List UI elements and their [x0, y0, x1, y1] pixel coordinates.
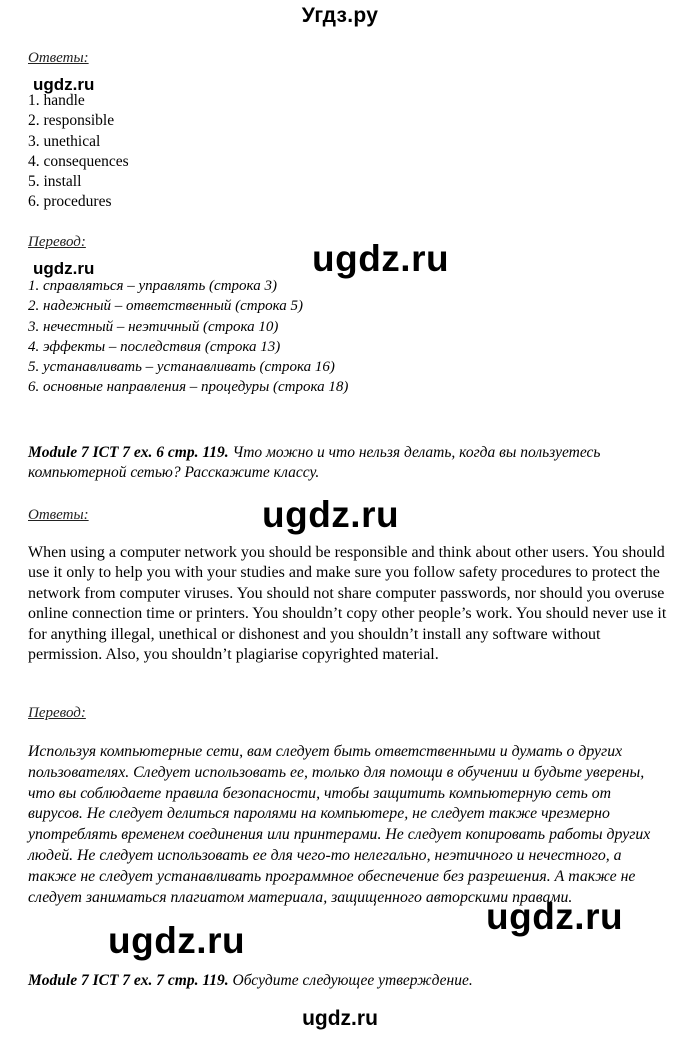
- translations-list-1: [28, 276, 348, 398]
- answers-label-1: Ответы:: [28, 50, 89, 66]
- site-header-title[interactable]: Угдз.ру: [301, 4, 379, 27]
- list-item: 6. procedures: [28, 193, 112, 211]
- watermark-small-1: ugdz.ru: [33, 75, 95, 94]
- list-item: 1. handle: [28, 92, 85, 109]
- exercise-heading-7-text: Обсудите следующее утверждение.: [228, 972, 473, 989]
- list-item: 5. install: [28, 173, 82, 191]
- list-item: 3. нечестный – неэтичный (строка 10): [28, 318, 279, 335]
- watermark-big-2: ugdz.ru: [262, 494, 400, 535]
- exercise-heading-7: [28, 971, 668, 991]
- list-item: 6. основные направления – процедуры (строка 18): [28, 379, 349, 396]
- list-item: 2. responsible: [28, 112, 115, 130]
- site-footer-link[interactable]: ugdz.ru: [302, 1007, 378, 1030]
- exercise-heading-6-bold: Module 7 ICT 7 ex. 6 стр. 119.: [28, 444, 229, 461]
- list-item: 4. consequences: [28, 152, 129, 170]
- list-item: 4. эффекты – последствия (строка 13): [28, 338, 281, 355]
- list-item: 5. устанавливать – устанавливать (строка 16): [28, 359, 335, 376]
- answers-label-2: Ответы:: [28, 507, 89, 523]
- list-item: 2. надежный – ответственный (строка 5): [28, 298, 304, 315]
- watermark-big-1: ugdz.ru: [312, 238, 450, 279]
- watermark-big-3: ugdz.ru: [486, 896, 624, 937]
- translation-paragraph: Используя компьютерные сети, вам следует быть ответственными и думать о других пользователях. Следует использовать ее, только для помощи в обучении и будьте уверены, что вы соблюдаете правила безопасности, чтобы защитить компьютерную сеть от вирусов. Не следует делиться паролями на компьютере, не следует также чрезмерно употреблять временем соединения или принтерами. Не следует копировать работы других людей. Не следует использовать ее для чего-то нелегально, неэтичного и нечестного, а также не следует устанавливать программное обеспечение без разрешения. А также не следует заниматься плагиатом материала, защищенного авторскими правами.: [28, 743, 651, 906]
- list-item: 1. справляться – управлять (строка 3): [28, 278, 277, 294]
- watermark-big-4: ugdz.ru: [108, 920, 246, 961]
- exercise-heading-6-text: Что можно и что нельзя делать, когда вы пользуетесь компьютерной сетью? Расскажите классу.: [28, 444, 601, 481]
- translation-label-2: Перевод:: [28, 705, 86, 721]
- answers-list-1: [28, 91, 129, 213]
- exercise-heading-7-bold: Module 7 ICT 7 ex. 7 стр. 119.: [28, 972, 229, 989]
- answer-paragraph: When using a computer network you should be responsible and think about other users. You should use it only to help you with your studies and make sure you follow safety procedures to protect the network from computer viruses. You should not share computer passwords, nor should you overuse online connection time or printers. You shouldn’t copy other people’s work. You should never use it for anything illegal, unethical or dishonest and you shouldn’t install any software without permission. Also, you shouldn’t plagiarise copyrighted material.: [28, 544, 667, 664]
- watermark-small-2: ugdz.ru: [33, 259, 95, 278]
- list-item: 3. unethical: [28, 132, 101, 150]
- translation-label-1: Перевод:: [28, 234, 86, 250]
- exercise-heading-6: [28, 443, 668, 483]
